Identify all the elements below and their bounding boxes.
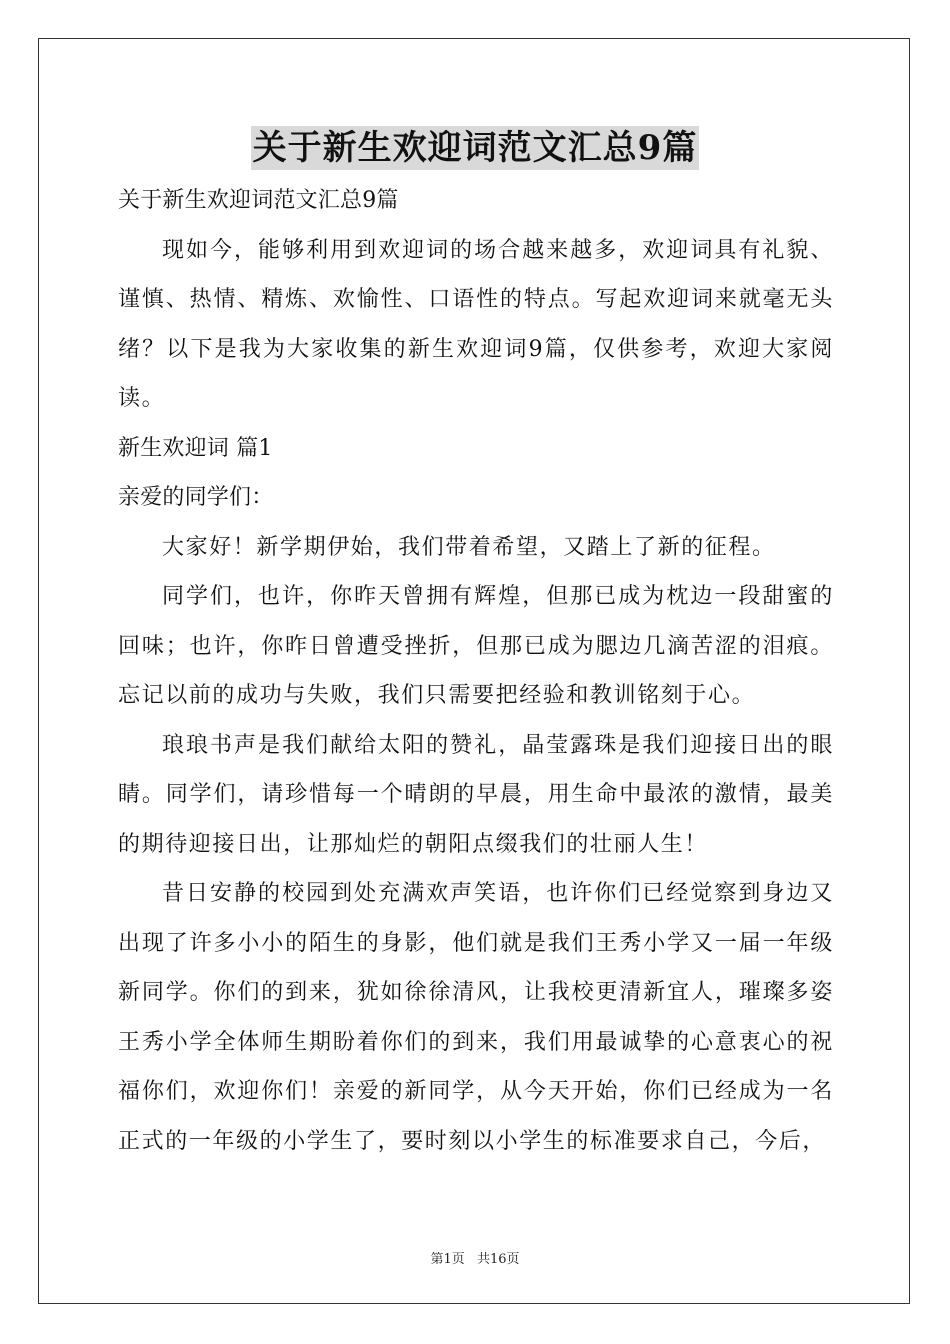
body-paragraph-2: 同学们，也许，你昨天曾拥有辉煌，但那已成为枕边一段甜蜜的回味；也许，你昨日曾遭受挫折，但那已成为腮边几滴苦涩的泪痕。忘记以前的成功与失败，我们只需要把经验和教训铭刻于心。 <box>118 584 834 708</box>
body-paragraph-4: 昔日安静的校园到处充满欢声笑语，也许你们已经觉察到身边又出现了许多小小的陌生的身影，他们就是我们王秀小学又一届一年级新同学。你们的到来，犹如徐徐清风，让我校更清新宜人，璀璨多姿王秀小学全体师生期盼着你们的到来，我们用最诚挚的心意衷心的祝福你们，欢迎你们！亲爱的新同学，从今天开始，你们已经成为一名正式的一年级的小学生了，要时刻以小学生的标准要求自己，今后， <box>118 881 834 1154</box>
salutation: 亲爱的同学们： <box>118 485 274 510</box>
intro-paragraph: 现如今，能够利用到欢迎词的场合越来越多，欢迎词具有礼貌、谨慎、热情、精炼、欢愉性、口语性的特点。写起欢迎词来就毫无头绪？以下是我为大家收集的新生欢迎词9篇，仅供参考，欢迎大家阅读。 <box>118 237 834 411</box>
document-body <box>118 176 834 1166</box>
section-heading: 新生欢迎词 篇1 <box>118 435 273 461</box>
body-paragraph-1: 大家好！新学期伊始，我们带着希望，又踏上了新的征程。 <box>162 534 776 560</box>
page-number: 第1页 <box>430 1252 465 1267</box>
page-footer <box>0 1248 950 1267</box>
document-subtitle: 关于新生欢迎词范文汇总9篇 <box>118 188 399 213</box>
title-container <box>0 126 950 170</box>
total-pages: 共16页 <box>476 1252 520 1267</box>
body-paragraph-3: 琅琅书声是我们献给太阳的赞礼，晶莹露珠是我们迎接日出的眼睛。同学们，请珍惜每一个晴朗的早晨，用生命中最浓的激情，最美的期待迎接日出，让那灿烂的朝阳点缀我们的壮丽人生！ <box>118 732 834 857</box>
document-title: 关于新生欢迎词范文汇总9篇 <box>252 128 698 168</box>
